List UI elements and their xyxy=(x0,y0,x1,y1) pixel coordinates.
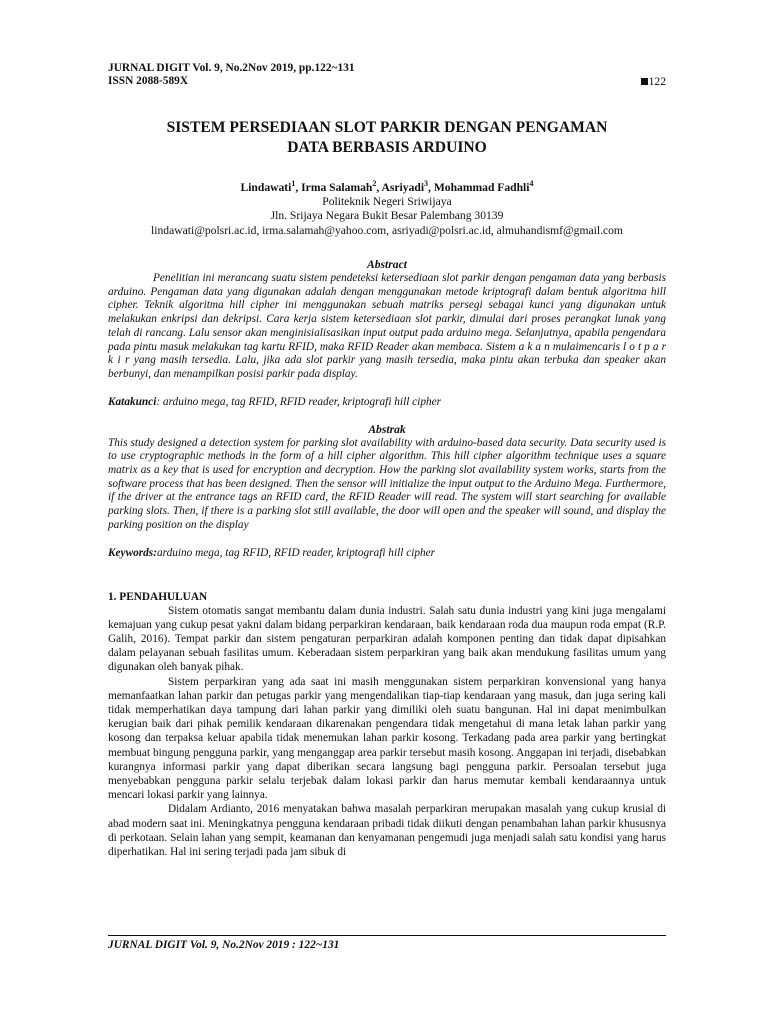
author-4-sup: 4 xyxy=(529,179,534,188)
title-line-2: DATA BERBASIS ARDUINO xyxy=(287,139,487,156)
body-paragraph-3: Didalam Ardianto, 2016 menyatakan bahwa masalah perparkiran merupakan masalah yang cukup krusial di abad modern saat ini. Meningkatnya pengguna kendaraan pribadi tidak diikuti dengan penambahan lahan parkir khususnya di perkotaan. Selain lahan yang sempit, keamanan dan kenyamanan pengemudi juga menjadi salah satu kondisi yang harus diperhatikan. Hal ini sering terjadi pada jam sibuk di xyxy=(108,803,666,859)
abstract-text-id: Penelitian ini merancang suatu sistem pendeteksi ketersediaan slot parkir dengan pengaman data yang berbasis arduino. Pengaman data yang digunakan adalah dengan menggunakan metode kriptografi dalam bentuk algoritma hill cipher. Teknik algoritma hill cipher ini menggunakan sebuah matriks persegi sebagai kunci yang digunakan untuk melakukan enkripsi dan dekripsi. Cara kerja sistem ketersediaan slot parkir, dimulai dari proses perangkat lunak yang telah di rancang. Lalu sensor akan menginisialisasikan input output pada arduino mega. Selanjutnya, apabila pengendara pada pintu masuk melakukan tag kartu RFID, maka RFID Reader akan membaca. Sistem a k a n mulaimencaris l o t p a r k i r yang masih tersedia. Lalu, jika ada slot parkir yang masih tersedia, maka pintu akan terbuka dan speaker akan berbunyi, dan menampilkan posisi parkir pada display. xyxy=(108,272,666,380)
body-paragraph-2: Sistem perparkiran yang ada saat ini masih menggunakan sistem perparkiran konvensional yang hanya memanfaatkan lahan parkir dan petugas parkir yang mengendalikan tiap-tiap kendaraan yang masuk, dan juga sering kali tidak memperhatikan daya tampung dari lahan parkir yang dimiliki oleh suatu bangunan. Hal ini dapat menimbulkan kerugian baik dari pihak pemilik kendaraan dikarenakan pengendara tidak mengetahui di mana letak lahan parkir yang kosong dan terpaksa keluar apabila tidak menemukan lahan parkir kosong. Terkadang pada area parkir yang bertingkat membuat bingung pengguna parkir, yang menganggap area parkir tersebut masih kosong. Anggapan ini terjadi, disebabkan kurangnya informasi parkir yang dapat diberikan secara langsung bagi pengguna parkir. Persoalan tersebut juga menyebabkan pengguna parkir selalu terjebak dalam lokasi parkir dan harus memutar kembali kendaraannya untuk mencari lokasi parkir yang lainnya. xyxy=(108,675,666,802)
keywords-id xyxy=(108,395,666,409)
paper-page xyxy=(108,62,666,859)
running-footer: JURNAL DIGIT Vol. 9, No.2Nov 2019 : 122~131 xyxy=(108,935,666,951)
author-3-sup: 3 xyxy=(424,179,429,188)
keywords-en xyxy=(108,546,666,560)
author-names: Lindawati$^1$, Irma Salamah$^2$, Asriyadi$^3$, Mohammad Fadhli$^4$ xyxy=(240,179,534,194)
keywords-en-value: arduino mega, tag RFID, RFID reader, kriptografi hill cipher xyxy=(156,546,436,559)
author-2-sup: 2 xyxy=(372,179,377,188)
author-3: Asriyadi xyxy=(381,180,425,194)
square-bullet-icon xyxy=(641,78,648,85)
author-block xyxy=(108,177,666,238)
abstract-heading: Abstract xyxy=(367,258,407,272)
author-2: Irma Salamah xyxy=(301,180,373,194)
body-paragraph-1: Sistem otomatis sangat membantu dalam dunia industri. Salah satu dunia industri yang kini juga mengalami kemajuan yang cukup pesat yakni dalam bidang perparkiran kendaraan, baik kendaraan roda dua maupun roda empat (R.P. Galih, 2016). Tempat parkir dan sistem pengaturan perparkiran adalah komponen penting dan tidak dapat dipisahkan dalam pelayanan sebuah fasilitas umum. Keberadaan sistem perparkiran yang baik akan mendukung fasilitas umum yang digunakan oleh banyak pihak. xyxy=(108,604,666,674)
section-heading: 1. PENDAHULUAN xyxy=(108,590,208,603)
author-4: Mohammad Fadhli xyxy=(433,180,530,194)
keywords-id-label: Katakunci xyxy=(108,395,157,408)
address: Jln. Srijaya Negara Bukit Besar Palembang 30139 xyxy=(270,209,504,223)
running-header xyxy=(108,62,666,88)
issn: ISSN 2088-589X xyxy=(108,75,189,87)
affiliation: Politeknik Negeri Sriwijaya xyxy=(322,195,452,209)
page-number-block xyxy=(641,75,666,88)
abstrak-heading: Abstrak xyxy=(368,422,406,436)
keywords-id-value: : arduino mega, tag RFID, RFID reader, kriptografi hill cipher xyxy=(156,395,442,408)
emails: lindawati@polsri.ac.id, irma.salamah@yahoo.com, asriyadi@polsri.ac.id, almuhandismf@gmail.com xyxy=(151,223,623,237)
journal-citation: JURNAL DIGIT Vol. 9, No.2Nov 2019, pp.122~131 xyxy=(108,62,355,74)
paper-title xyxy=(108,118,666,158)
author-1-sup: 1 xyxy=(291,179,296,188)
abstract-text-en: This study designed a detection system for parking slot availability with arduino-based data security. Data security used is to use cryptographic methods in the form of a hill cipher algorithm. This hill cipher algorithm technique uses a square matrix as a key that is used for encryption and decryption. How the parking slot availability system works, starts from the software process that has been designed. Then the sensor will initialize the input output to the Arduino Mega. Furthermore, if the driver at the entrance tags an RFID card, the RFID Reader will read. The system will start searching for available parking slots. Then, if there is a parking slot still available, the door will open and the speaker will sound, and display the parking position on the display xyxy=(108,436,666,531)
author-1: Lindawati xyxy=(240,180,292,194)
page-number: 122 xyxy=(648,75,666,88)
keywords-en-label: Keywords: xyxy=(108,546,157,559)
title-line-1: SISTEM PERSEDIAAN SLOT PARKIR DENGAN PENGAMAN xyxy=(166,119,608,136)
